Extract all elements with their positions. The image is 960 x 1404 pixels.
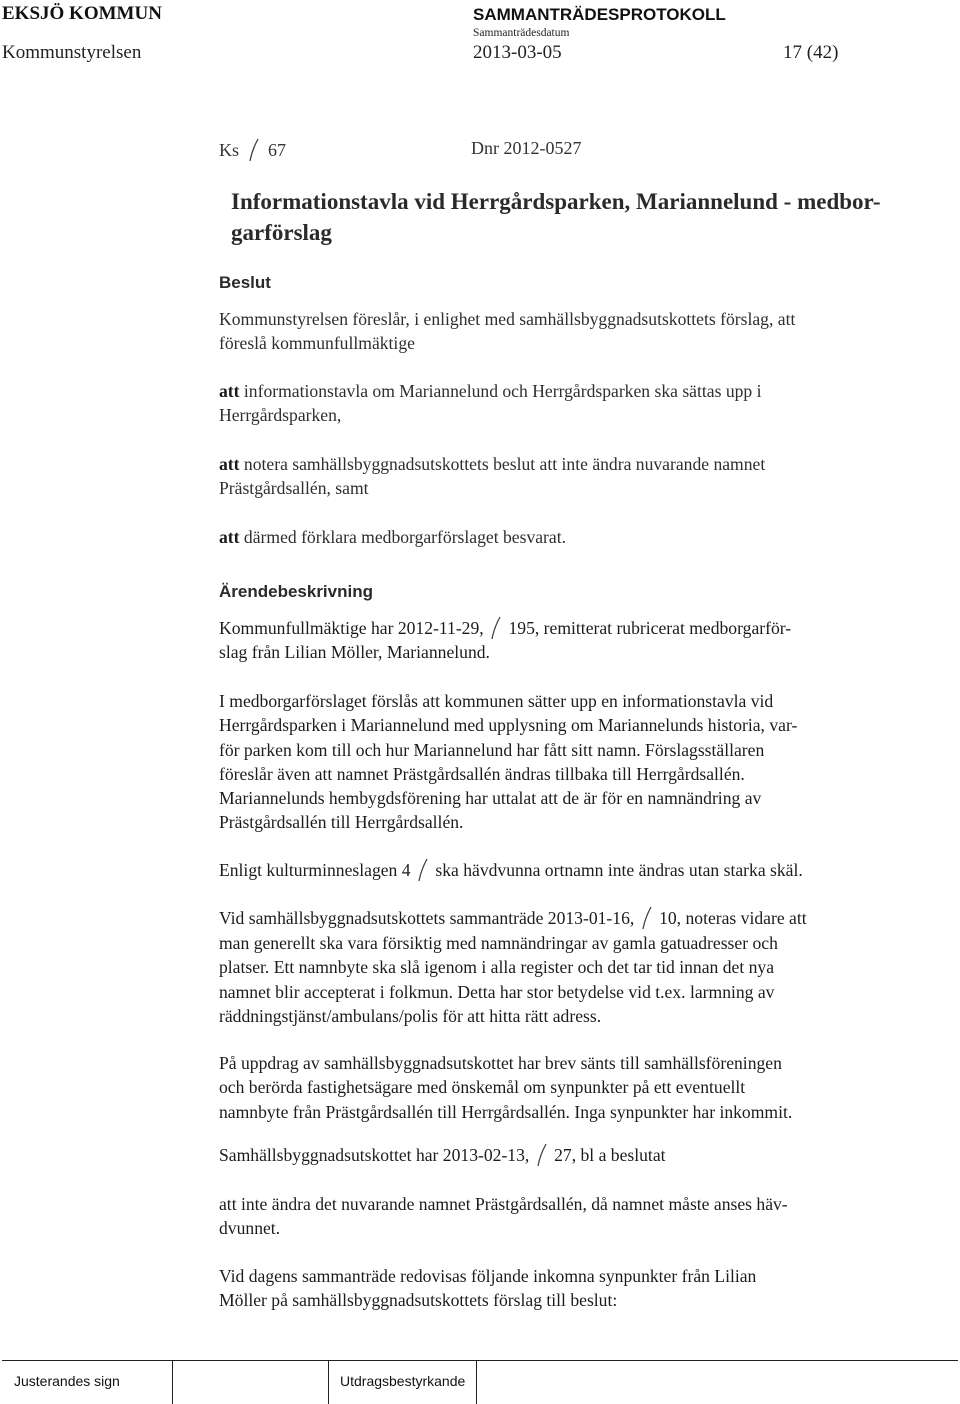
arende-paragraph-5: [219, 1051, 792, 1124]
section-sign-icon: [417, 858, 429, 882]
p5-line: och berörda fastighetsägare med önskemål om synpunkter på ett eventuellt: [219, 1077, 746, 1098]
p1-text-a: Kommunfullmäktige har 2012-11-29,: [219, 618, 484, 638]
ks-number: 67: [268, 140, 287, 160]
footer-divider: [172, 1360, 173, 1404]
p7-line-2: dvunnet.: [219, 1218, 281, 1239]
ks-label: Ks: [219, 140, 240, 160]
p2-line: Prästgårdsallén till Herrgårdsallén.: [219, 812, 464, 833]
meeting-date: 2013-03-05: [473, 42, 562, 63]
p8-line-1: Vid dagens sammanträde redovisas följande inkomna synpunkter från Lilian: [219, 1266, 757, 1286]
case-reference: [219, 138, 286, 162]
title-line-1: Informationstavla vid Herrgårdsparken, Mariannelund - medbor-: [231, 189, 881, 214]
extract-certification-label: Utdragsbestyrkande: [340, 1373, 466, 1389]
p6-text-b: 27, bl a beslutat: [554, 1145, 666, 1165]
document-title: [231, 186, 951, 248]
beslut-item-1-line-2: Herrgårdsparken,: [219, 405, 342, 426]
arende-paragraph-4: [219, 906, 807, 1029]
p7-line-1: att inte ändra det nuvarande namnet Prästgårdsallén, då namnet måste anses häv-: [219, 1194, 788, 1214]
footer-divider: [476, 1360, 477, 1404]
title-line-2: garförslag: [231, 220, 332, 245]
arende-paragraph-8: [219, 1264, 756, 1313]
arende-paragraph-3: [219, 858, 803, 882]
beslut-heading: Beslut: [219, 273, 271, 292]
dnr-number: Dnr 2012-0527: [471, 138, 582, 158]
beslut-intro-line-2: föreslå kommunfullmäktige: [219, 333, 415, 354]
section-sign-icon: [641, 906, 653, 930]
footer-top-rule: [2, 1360, 958, 1361]
p3-text-a: Enligt kulturminneslagen 4: [219, 860, 411, 880]
date-label: Sammanträdesdatum: [473, 27, 570, 39]
municipality-name: EKSJÖ KOMMUN: [2, 3, 162, 24]
att-keyword: att: [219, 454, 240, 474]
arende-paragraph-2: [219, 689, 797, 835]
beslut-item-2-line-1: notera samhällsbyggnadsutskottets beslut att inte ändra nuvarande namnet: [243, 454, 766, 474]
p2-line: för parken kom till och hur Mariannelund har fått sitt namn. Förslagsställaren: [219, 739, 765, 760]
beslut-intro-line-1: Kommunstyrelsen föreslår, i enlighet med samhällsbyggnadsutskottets förslag, att: [219, 309, 796, 329]
section-sign-icon: [490, 616, 502, 640]
arende-paragraph-6: [219, 1143, 666, 1167]
beslut-intro: [219, 307, 795, 356]
board-name: Kommunstyrelsen: [2, 42, 142, 63]
p2-line: föreslår även att namnet Prästgårdsallén ändras tillbaka till Herrgårdsallén.: [219, 763, 745, 784]
p2-line: Mariannelunds hembygdsförening har uttalat att de är för en namnändring av: [219, 788, 762, 809]
section-sign-icon: [248, 138, 260, 162]
protocol-title: SAMMANTRÄDESPROTOKOLL: [473, 5, 726, 24]
p3-text-b: ska hävdvunna ortnamn inte ändras utan starka skäl.: [435, 860, 803, 880]
beslut-item-2-line-2: Prästgårdsallén, samt: [219, 478, 369, 499]
p4-line: man generellt ska vara försiktig med namnändringar av gamla gatuadresser och: [219, 932, 778, 953]
beslut-item-2: [219, 452, 765, 501]
p4-line: namnet blir accepterat i folkmun. Detta har stor betydelse vid t.ex. larmning av: [219, 981, 775, 1002]
signature-label: Justerandes sign: [14, 1373, 120, 1389]
section-sign-icon: [536, 1143, 548, 1167]
att-keyword: att: [219, 381, 240, 401]
p8-line-2: Möller på samhällsbyggnadsutskottets förslag till beslut:: [219, 1290, 618, 1311]
p4-line: platser. Ett namnbyte ska slå igenom i alla register och det tar tid innan det nya: [219, 957, 775, 977]
att-keyword: att: [219, 527, 240, 547]
p6-text-a: Samhällsbyggnadsutskottet har 2013-02-13,: [219, 1145, 530, 1165]
arende-heading: Ärendebeskrivning: [219, 582, 373, 601]
p4-text-a: Vid samhällsbyggnadsutskottets sammanträde 2013-01-16,: [219, 908, 635, 928]
p1-line-2: slag från Lilian Möller, Mariannelund.: [219, 642, 490, 663]
beslut-item-1: [219, 379, 762, 428]
p1-text-b: 195, remitterat rubricerat medborgarför-: [508, 618, 792, 638]
p2-line: I medborgarförslaget förslås att kommunen sätter upp en informationstavla vid: [219, 691, 774, 711]
p5-line: På uppdrag av samhällsbyggnadsutskottet har brev sänts till samhällsföreningen: [219, 1053, 782, 1073]
arende-paragraph-7: [219, 1192, 788, 1241]
footer-divider: [328, 1360, 329, 1404]
beslut-item-1-line-1: informationstavla om Mariannelund och Herrgårdsparken ska sättas upp i: [243, 381, 762, 401]
p5-line: namnbyte från Prästgårdsallén till Herrgårdsallén. Inga synpunkter har inkommit.: [219, 1101, 793, 1122]
beslut-item-3: [219, 525, 566, 549]
p2-line: Herrgårdsparken i Mariannelund med upplysning om Mariannelunds historia, var-: [219, 715, 798, 736]
beslut-item-3-line-1: därmed förklara medborgarförslaget besvarat.: [243, 527, 567, 547]
page-number: 17 (42): [783, 42, 839, 63]
p4-text-b: 10, noteras vidare att: [659, 908, 807, 928]
arende-paragraph-1: [219, 616, 791, 665]
p4-line: räddningstjänst/ambulans/polis för att hitta rätt adress.: [219, 1006, 602, 1026]
